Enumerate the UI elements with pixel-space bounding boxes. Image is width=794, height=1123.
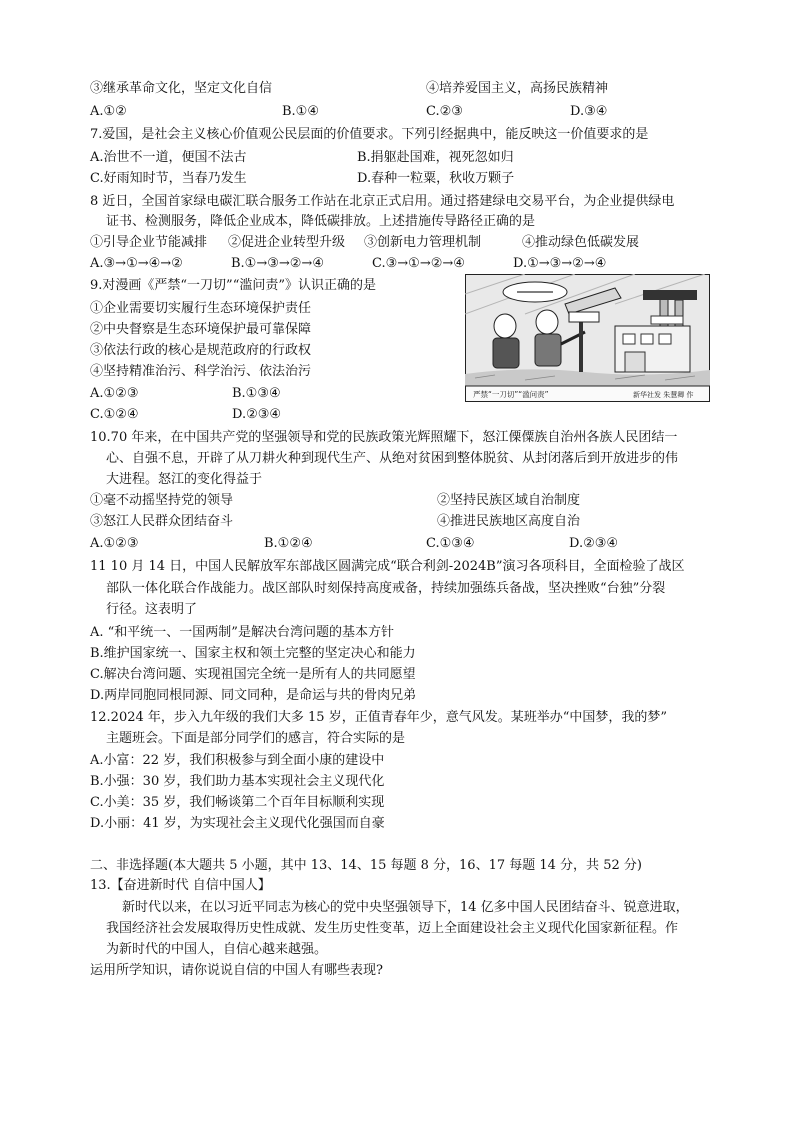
q9-option-c: C.①②④ [90,407,139,422]
q10-option-a: A.①②③ [90,536,139,551]
q10-stem-line-1: 10.70 年来，在中国共产党的坚强领导和党的民族政策光辉照耀下，怒江傈僳族自治州各族人民团结一 [90,430,678,445]
q7-option-a: A.治世不一道，便国不法古 [90,150,247,165]
q11-option-b: B.维护国家统一、国家主权和领土完整的坚定决心和能力 [90,646,416,661]
q8-option-a: A.③→①→④→② [90,256,183,271]
q10-option-c: C.①③④ [426,536,475,551]
q13-title: 13.【奋进新时代 自信中国人】 [90,878,271,893]
q8-stem-line-1: 8 近日，全国首家绿电碳汇联合服务工作站在北京正式启用。通过搭建绿电交易平台，为企业提供绿电 [90,194,675,209]
q8-item-2: ②促进企业转型升级 [228,235,346,250]
q8-item-3: ③创新电力管理机制 [364,235,482,250]
q8-option-c: C.③→①→②→④ [372,256,465,271]
q8-option-b: B.①→③→②→④ [231,256,324,271]
q13-paragraph-line-1: 新时代以来，在以习近平同志为核心的党中央坚强领导下，14 亿多中国人民团结奋斗、锐意进取， [122,900,689,915]
section-2-heading: 二、非选择题(本大题共 5 小题，其中 13、14、15 每题 8 分，16、17 每题 14 分，共 52 分) [90,858,642,873]
q10-option-d: D.②③④ [569,536,619,551]
q12-stem-line-1: 12.2024 年，步入九年级的我们大多 15 岁，正值青春年少，意气风发。某班举办“中国梦，我的梦” [90,710,667,725]
q9-option-b: B.①③④ [232,386,281,401]
q7-option-d: D.春种一粒粟，秋收万颗子 [357,171,515,186]
q10-stem-line-3: 大进程。怒江的变化得益于 [106,472,263,487]
q10-item-2: ②坚持民族区域自治制度 [437,493,581,508]
q10-item-1: ①毫不动摇坚持党的领导 [90,493,234,508]
q6-option-d: D.③④ [570,104,608,119]
q10-item-3: ③怒江人民群众团结奋斗 [90,514,234,529]
q13-prompt: 运用所学知识，请你说说自信的中国人有哪些表现? [90,963,383,978]
q12-stem-line-2: 主题班会。下面是部分同学们的感言，符合实际的是 [106,731,406,746]
q7-stem: 7.爱国，是社会主义核心价值观公民层面的价值要求。下列引经据典中，能反映这一价值要求的是 [90,127,649,142]
q9-cartoon-caption: 严禁“一刀切”“滥问责” [473,390,549,399]
q7-option-c: C.好雨知时节，当春乃发生 [90,171,247,186]
q10-option-b: B.①②④ [264,536,313,551]
q11-option-a: A. “和平统一、一国两制”是解决台湾问题的基本方针 [90,625,394,640]
q9-cartoon-credit: 新华社发 朱慧卿 作 [633,391,694,399]
q12-option-a: A.小富：22 岁，我们积极参与到全面小康的建设中 [90,753,385,768]
q6-item-3: ③继承革命文化，坚定文化自信 [90,81,273,96]
q8-item-1: ①引导企业节能减排 [90,235,208,250]
q13-paragraph-line-2: 我国经济社会发展取得历史性成就、发生历史性变革，迈上全面建设社会主义现代化国家新征程。作 [106,921,679,936]
q9-option-a: A.①②③ [90,386,139,401]
q9-stem: 9.对漫画《严禁“一刀切”“滥问责”》认识正确的是 [90,278,376,293]
q6-option-c: C.②③ [426,104,463,119]
q9-item-2: ②中央督察是生态环境保护最可靠保障 [90,322,312,337]
q11-stem-line-1: 11 10 月 14 日，中国人民解放军东部战区圆满完成“联合利剑-2024B”演习各项科目，全面检验了战区 [90,559,685,574]
q10-item-4: ④推进民族地区高度自治 [437,514,581,529]
q12-option-d: D.小丽：41 岁，为实现社会主义现代化强国而自豪 [90,816,385,831]
q9-item-3: ③依法行政的核心是规范政府的行政权 [90,343,312,358]
q11-option-d: D.两岸同胞同根同源、同文同种，是命运与共的骨肉兄弟 [90,688,417,703]
q10-stem-line-2: 心、自强不息，开辟了从刀耕火种到现代生产、从绝对贫困到整体脱贫、从封闭落后到开放进步的伟 [106,451,679,466]
q9-option-d: D.②③④ [232,407,282,422]
q8-stem-line-2: 证书、检测服务，降低企业成本，降低碳排放。上述措施传导路径正确的是 [106,214,536,229]
q6-item-4: ④培养爱国主义，高扬民族精神 [426,81,609,96]
q6-option-a: A.①② [90,104,127,119]
q11-stem-line-3: 行径。这表明了 [106,602,198,617]
q9-item-4: ④坚持精准治污、科学治污、依法治污 [90,364,312,379]
q9-cartoon-image [465,274,710,402]
q6-option-b: B.①④ [282,104,319,119]
q13-paragraph-line-3: 为新时代的中国人，自信心越来越强。 [106,942,328,957]
q12-option-c: C.小美：35 岁，我们畅谈第二个百年目标顺利实现 [90,795,385,810]
q11-option-c: C.解决台湾问题、实现祖国完全统一是所有人的共同愿望 [90,667,416,682]
q8-item-4: ④推动绿色低碳发展 [522,235,640,250]
q7-option-b: B.捐躯赴国难，视死忽如归 [357,150,514,165]
q8-option-d: D.①→③→②→④ [513,256,607,271]
q12-option-b: B.小强：30 岁，我们助力基本实现社会主义现代化 [90,774,385,789]
q11-stem-line-2: 部队一体化联合作战能力。战区部队时刻保持高度戒备，持续加强练兵备战，坚决挫败“台独”分裂 [106,581,666,596]
q9-item-1: ①企业需要切实履行生态环境保护责任 [90,301,312,316]
